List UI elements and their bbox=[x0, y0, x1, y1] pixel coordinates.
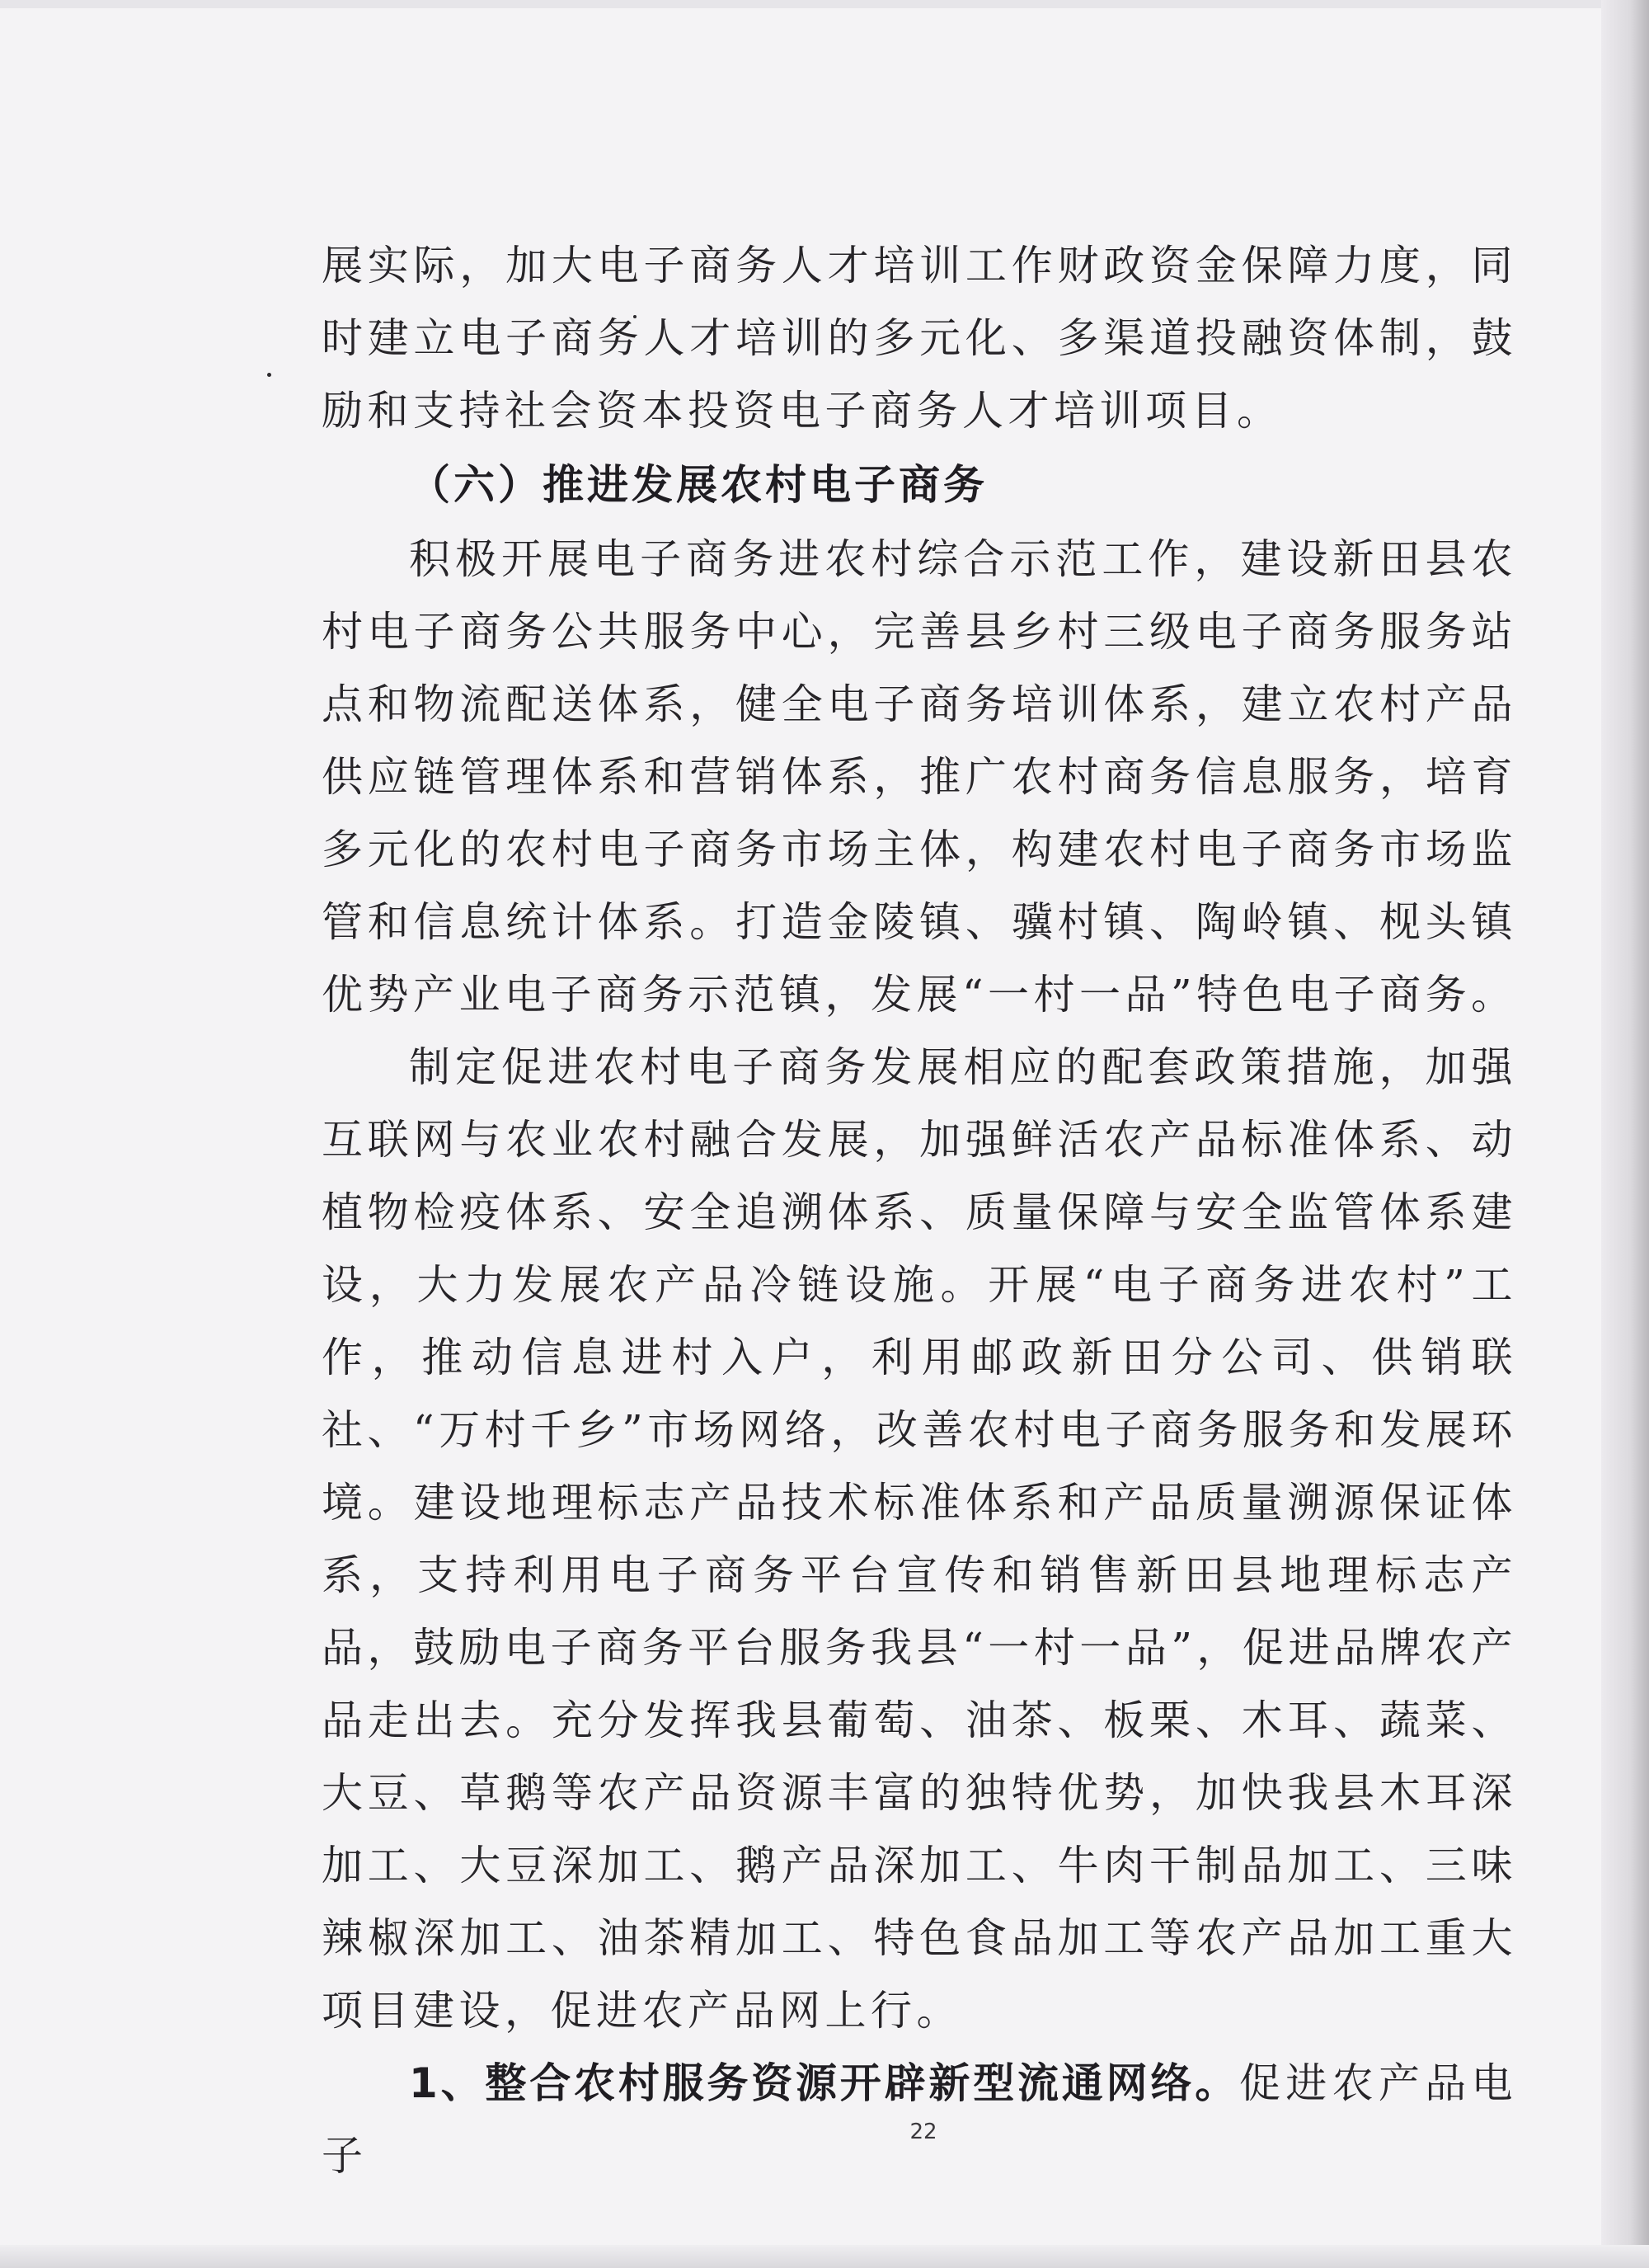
scan-top-edge bbox=[0, 0, 1649, 8]
page-body bbox=[322, 229, 1517, 2192]
section-heading: （六）推进发展农村电子商务 bbox=[409, 461, 988, 509]
paragraph-supporting-policies: 制定促进农村电子商务发展相应的配套政策措施，加强互联网与农业农村融合发展，加强鲜活农产品标准体系、动植物检疫体系、安全追溯体系、质量保障与安全监管体系建设，大力发展农产品冷链设施。开展“电子商务进农村”工作，推动信息进村入户，利用邮政新田分公司、供销联社、“万村千乡”市场网络，改善农村电子商务服务和发展环境。建设地理标志产品技术标准体系和产品质量溯源保证体系，支持利用电子商务平台宣传和销售新田县地理标志产品，鼓励电子商务平台服务我县“一村一品”，促进品牌农产品走出去。充分发挥我县葡萄、油茶、板栗、木耳、蔬菜、大豆、草鹅等农产品资源丰富的独特优势，加快我县木耳深加工、大豆深加工、鹅产品深加工、牛肉干制品加工、三味辣椒深加工、油茶精加工、特色食品加工等农产品加工重大项目建设，促进农产品网上行。 bbox=[322, 1043, 1517, 2035]
paragraph-top: 展实际，加大电子商务人才培训工作财政资金保障力度，同时建立电子商务人才培训的多元化、多渠道投融资体制，鼓励和支持社会资本投资电子商务人才培训项目。 bbox=[322, 242, 1517, 435]
scan-right-edge bbox=[1601, 0, 1649, 2268]
page-number: 22 bbox=[909, 2120, 937, 2144]
list-item-1-title: 1、整合农村服务资源开辟新型流通网络。 bbox=[409, 2059, 1239, 2107]
paragraph-rural-ecommerce-demo: 积极开展电子商务进农村综合示范工作，建设新田县农村电子商务公共服务中心，完善县乡村三级电子商务服务站点和物流配送体系，健全电子商务培训体系，建立农村产品供应链管理体系和营销体系，推广农村商务信息服务，培育多元化的农村电子商务市场主体，构建农村电子商务市场监管和信息统计体系。打造金陵镇、骥村镇、陶岭镇、枧头镇优势产业电子商务示范镇，发展“一村一品”特色电子商务。 bbox=[322, 535, 1517, 1019]
scan-speck bbox=[267, 373, 271, 377]
list-item-1-text: 促进农产品电子 bbox=[322, 2059, 1518, 2180]
scan-bottom-edge bbox=[0, 2245, 1649, 2268]
